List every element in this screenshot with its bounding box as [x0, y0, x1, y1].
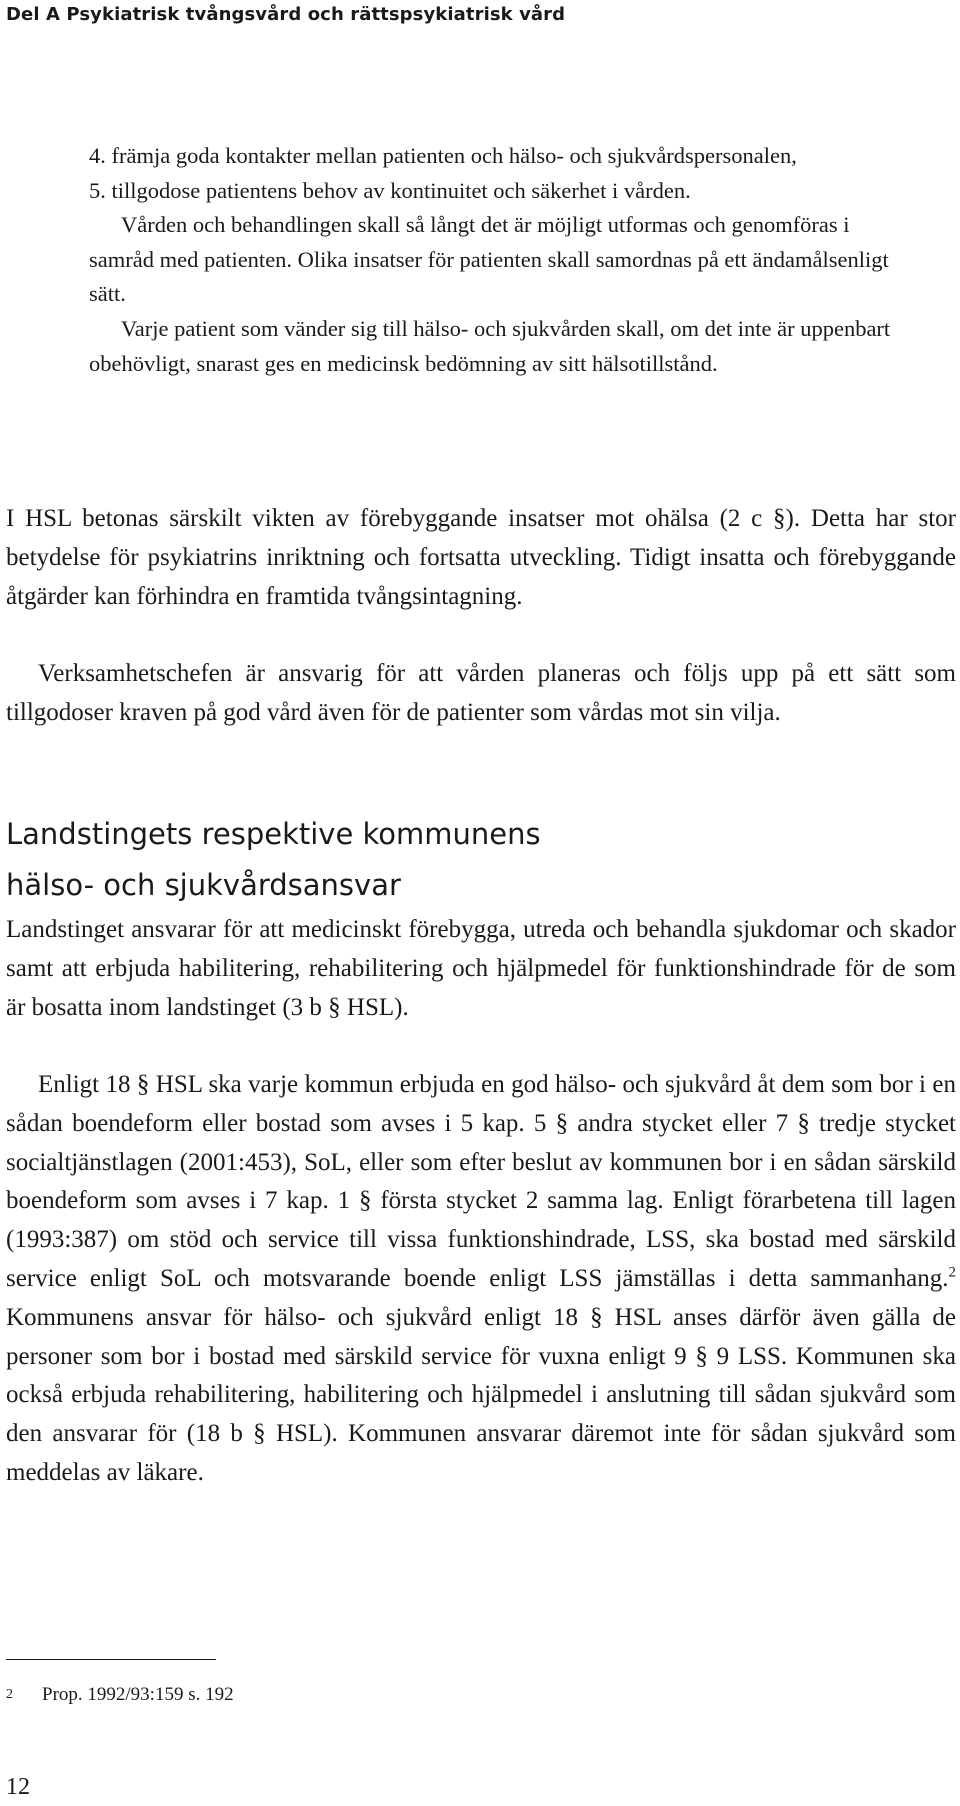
list-item-5: 5. tillgodose patientens behov av kontinuitet och säkerhet i vården.	[89, 177, 691, 203]
footnote-rule	[6, 1659, 216, 1660]
footnote	[6, 1683, 234, 1707]
footnote-reference[interactable]: 2	[948, 1264, 956, 1281]
footnote-text: Prop. 1992/93:159 s. 192	[42, 1684, 234, 1705]
paragraph-text: Enligt 18 § HSL ska varje kommun erbjuda en god hälso- och sjukvård åt dem som bor i en sådan boendeform eller bostad som avses i 5 kap. 5 § andra stycket eller 7 § tredje stycket socialtjänstlagen (2001:453), SoL, eller som efter beslut av kommunen bor i en sådan särskild boendeform som avses i 7 kap. 1 § första stycket 2 samma lag. Enligt förarbetena till lagen (1993:387) om stöd och service till vissa funktionshindrade, LSS, ska bostad med särskild service enligt SoL och motsvarande boende enligt LSS jämställas i detta sammanhang.	[6, 1071, 956, 1292]
body-paragraph	[6, 1066, 956, 1493]
footnote-number: 2	[6, 1687, 13, 1702]
list-item-4: 4. främja goda kontakter mellan patienten och hälso- och sjukvårdspersonalen,	[89, 143, 797, 168]
body-paragraph: Landstinget ansvarar för att medicinskt förebygga, utreda och behandla sjukdomar och skador samt att erbjuda habilitering, rehabilitering och hjälpmedel för funktionshindrade för de som är bosatta inom landstinget (3 b § HSL).	[6, 916, 956, 1021]
body-paragraph: I HSL betonas särskilt vikten av förebyggande insatser mot ohälsa (2 c §). Detta har stor betydelse för psykiatrins inriktning och fortsatta utveckling. Tidigt insatta och förebyggande åtgärder kan förhindra en framtida tvångsintagning.	[6, 505, 956, 610]
running-head: Del A Psykiatrisk tvångsvård och rättspsykiatrisk vård	[6, 4, 566, 25]
section-heading-line: Landstingets respektive kommunens	[6, 817, 541, 851]
page-number: 12	[6, 1774, 30, 1800]
paragraph-text: Kommunens ansvar för hälso- och sjukvård enligt 18 § HSL anses därför även gälla de personer som bor i bostad med särskild service för vuxna enligt 9 § 9 LSS. Kommunen ska också erbjuda rehabilitering, habilitering och hjälpmedel i anslutning till sådan sjukvård som den ansvarar för (18 b § HSL). Kommunen ansvarar däremot inte för sådan sjukvård som meddelas av läkare.	[6, 1303, 956, 1486]
quote-paragraph: Vården och behandlingen skall så långt det är möjligt utformas och genomföras i samråd med patienten. Olika insatser för patienten skall samordnas på ett ändamålsenligt sätt.	[89, 212, 889, 307]
section-heading-line: hälso- och sjukvårdsansvar	[6, 868, 401, 902]
quote-paragraph: Varje patient som vänder sig till hälso- och sjukvården skall, om det inte är uppenbart obehövligt, snarast ges en medicinsk bedömning av sitt hälsotillstånd.	[89, 315, 891, 376]
law-quote-block	[89, 139, 909, 381]
body-paragraph: Verksamhetschefen är ansvarig för att vården planeras och följs upp på ett sätt som tillgodoser kraven på god vård även för de patienter som vårdas mot sin vilja.	[6, 660, 956, 726]
